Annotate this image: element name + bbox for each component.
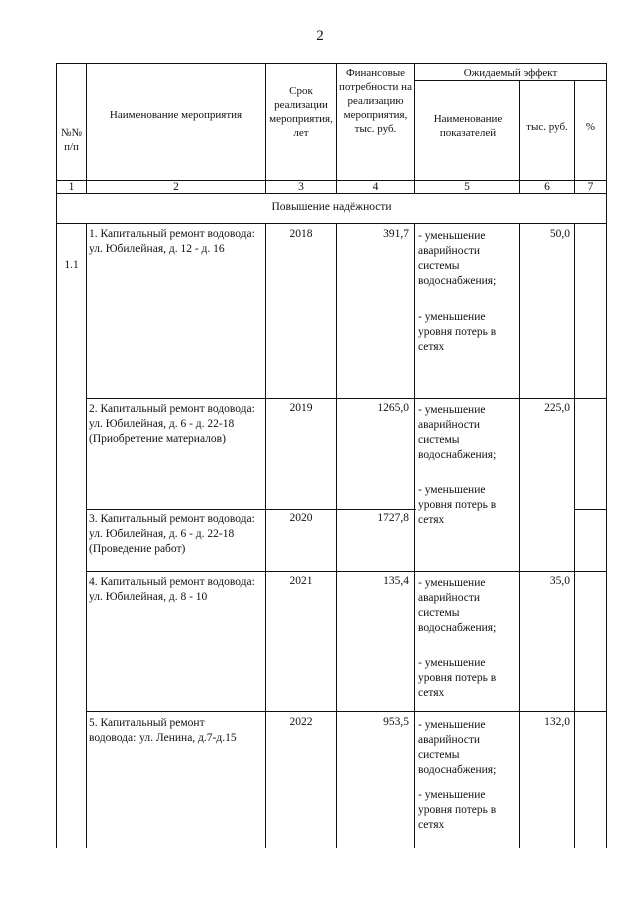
row3-name: 3. Капитальный ремонт водовода: ул. Юбилейная, д. 6 - д. 22-18 (Проведение работ)	[89, 513, 255, 555]
header-number: №№ п/п	[61, 127, 82, 153]
col-number: 4	[372, 181, 379, 193]
row2-effect-b: - уменьшение уровня потерь в сетях	[418, 484, 497, 526]
row3-year: 2020	[289, 512, 313, 524]
section-title: Повышение надёжности	[271, 201, 392, 213]
row5-effect-b: - уменьшение уровня потерь в сетях	[418, 789, 497, 831]
row4-bottom-line	[86, 711, 606, 712]
header-term: Срок реализации мероприятия, лет	[269, 85, 333, 139]
col6-right-body	[574, 223, 575, 848]
row1-bottom-line	[86, 398, 606, 399]
row5-effect-a: - уменьшение аварийности системы водоснабжения;	[418, 719, 497, 776]
row5-amount: 953,5	[383, 716, 409, 728]
row5-year: 2022	[289, 716, 313, 728]
row4-effect-a: - уменьшение аварийности системы водоснабжения;	[418, 577, 497, 634]
row3-amount: 1727,8	[377, 512, 409, 524]
header-name: Наименование мероприятия	[109, 109, 243, 121]
row2-amount: 1265,0	[377, 402, 409, 414]
row2-name: 2. Капитальный ремонт водовода: ул. Юбилейная, д. 6 - д. 22-18 (Приобретение материалов)	[89, 403, 255, 445]
col1-right-body	[86, 223, 87, 848]
row1-effect-a: - уменьшение аварийности системы водоснабжения;	[418, 230, 497, 287]
row4-rub: 35,0	[549, 575, 570, 587]
col1-right-header	[86, 63, 87, 180]
row2-rub: 225,0	[544, 402, 570, 414]
row2-bottom-line-right	[574, 509, 606, 510]
header-finance: Финансовые потребности на реализацию мероприятия, тыс. руб.	[339, 67, 412, 135]
row4-amount: 135,4	[383, 575, 409, 587]
row4-name: 4. Капитальный ремонт водовода: ул. Юбилейная, д. 8 - 10	[89, 576, 255, 603]
row3-bottom-line	[86, 571, 606, 572]
col-number: 7	[587, 181, 594, 193]
col-number: 3	[298, 181, 304, 193]
row4-effect-b: - уменьшение уровня потерь в сетях	[418, 657, 497, 699]
section-bottom-line	[56, 223, 606, 224]
border-right-body	[606, 223, 607, 848]
col2-right-body	[265, 223, 266, 848]
header-rub: тыс. руб.	[526, 121, 568, 133]
col-number: 6	[544, 181, 550, 193]
col4-right-header	[414, 63, 415, 193]
header-indicator: Наименование показателей	[433, 113, 503, 139]
page-number: 2	[316, 28, 324, 44]
row2-year: 2019	[289, 402, 313, 414]
col5-right-body	[519, 223, 520, 848]
row2-effect-a: - уменьшение аварийности системы водоснабжения;	[418, 404, 497, 461]
section-number: 1.1	[64, 259, 79, 271]
col6-right-header	[574, 80, 575, 193]
effect-group-line	[414, 80, 606, 81]
border-top	[56, 63, 606, 64]
row5-name: 5. Капитальный ремонт водовода: ул. Ленина, д.7-д.15	[89, 717, 237, 744]
row5-rub: 132,0	[544, 716, 570, 728]
row1-amount: 391,7	[383, 228, 409, 240]
row4-year: 2021	[289, 575, 313, 587]
row2-bottom-line-left	[86, 509, 416, 510]
header-percent: %	[585, 121, 596, 133]
col3-right-body	[336, 223, 337, 848]
col-number: 1	[68, 181, 75, 193]
row1-rub: 50,0	[549, 228, 570, 240]
col-number: 5	[464, 181, 470, 193]
header-effect-group: Ожидаемый эффект	[463, 67, 558, 79]
border-right-top	[606, 63, 607, 223]
row1-year: 2018	[289, 228, 313, 240]
row1-name: 1. Капитальный ремонт водовода: ул. Юбилейная, д. 12 - д. 16	[89, 228, 255, 255]
col4-right-body	[414, 223, 415, 848]
col5-right-header	[519, 80, 520, 193]
col-number: 2	[173, 181, 179, 193]
row1-effect-b: - уменьшение уровня потерь в сетях	[418, 311, 497, 353]
